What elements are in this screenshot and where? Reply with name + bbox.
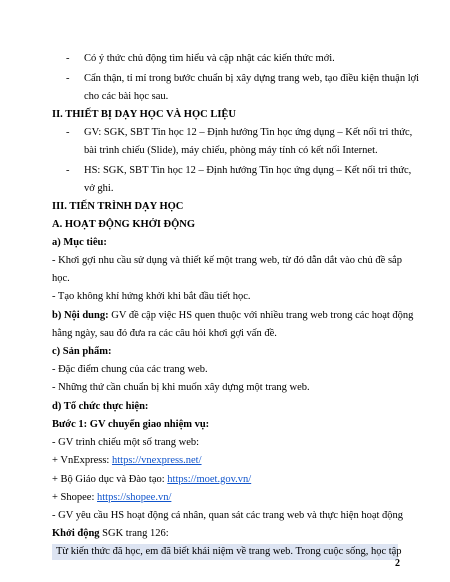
section-heading: II. THIẾT BỊ DẠY HỌC VÀ HỌC LIỆU [52, 109, 236, 120]
section-heading: III. TIẾN TRÌNH DẠY HỌC [52, 201, 184, 212]
section-heading: d) Tổ chức thực hiện: [52, 401, 149, 412]
paragraph-text: - Khơi gợi nhu cầu sử dụng và thiết kế một trang web, từ đó dẫn dắt vào chủ đề sắp [52, 255, 402, 266]
web-link[interactable]: https://vnexpress.net/ [111, 455, 202, 466]
bullet-text: HS: SGK, SBT Tin học 12 – Định hướng Tin học ứng dụng – Kết nối tri thức, [84, 165, 412, 176]
page-number: 2 [395, 558, 400, 569]
paragraph-text: - Đặc điểm chung của các trang web. [52, 364, 208, 375]
paragraph-text: - Những thứ cần chuẩn bị khi muốn xây dựng một trang web. [52, 382, 310, 393]
bullet-text: GV: SGK, SBT Tin học 12 – Định hướng Tin học ứng dụng – Kết nối tri thức, [84, 127, 413, 138]
bullet-continuation: vở ghi. [84, 183, 114, 194]
paragraph-label: Khởi động [52, 528, 100, 539]
link-line: + Shopee: https://shopee.vn/ [52, 492, 172, 503]
bullet-dash: - [66, 73, 70, 84]
bullet-continuation: bài trình chiếu (Slide), máy chiếu, phòng máy tính có kết nối Internet. [84, 145, 378, 156]
bullet-dash: - [66, 165, 70, 176]
section-heading: c) Sản phẩm: [52, 346, 112, 357]
paragraph-text: - GV yêu cầu HS hoạt động cá nhân, quan sát các trang web và thực hiện hoạt động [52, 510, 404, 521]
section-heading: Bước 1: GV chuyển giao nhiệm vụ: [52, 419, 210, 430]
link-line: + VnExpress: https://vnexpress.net/ [52, 455, 202, 466]
bullet-text: Cẩn thận, tỉ mỉ trong bước chuẩn bị xây dựng trang web, tạo điều kiện thuận lợi [84, 73, 420, 84]
paragraph-text: - GV trình chiếu một số trang web: [52, 437, 200, 448]
paragraph-text: học. [52, 273, 70, 284]
paragraph-text: - Tạo không khí hứng khởi khi bắt đầu tiết học. [52, 291, 251, 302]
link-line: + Bộ Giáo dục và Đào tạo: https://moet.gov.vn/ [52, 474, 252, 485]
bullet-dash: - [66, 53, 70, 64]
section-heading: a) Mục tiêu: [52, 237, 107, 248]
bullet-dash: - [66, 127, 70, 138]
section-heading: A. HOẠT ĐỘNG KHỞI ĐỘNG [52, 219, 196, 230]
bullet-text: Có ý thức chủ động tìm hiểu và cập nhật các kiến thức mới. [84, 53, 335, 64]
labeled-paragraph: b) Nội dung: GV đề cập việc HS quen thuộc với nhiều trang web trong các hoạt động [52, 310, 414, 321]
labeled-paragraph: Khởi động SGK trang 126: [52, 528, 169, 539]
web-link[interactable]: https://moet.gov.vn/ [167, 474, 252, 485]
web-link[interactable]: https://shopee.vn/ [97, 492, 172, 503]
paragraph-text: hằng ngày, sau đó đưa ra các câu hỏi khơi gợi vấn đề. [52, 328, 277, 339]
bullet-continuation: cho các bài học sau. [84, 91, 169, 102]
paragraph-label: b) Nội dung: [52, 310, 109, 321]
highlight-text: Từ kiến thức đã học, em đã biết khái niệm về trang web. Trong cuộc sống, học tập [56, 546, 402, 557]
